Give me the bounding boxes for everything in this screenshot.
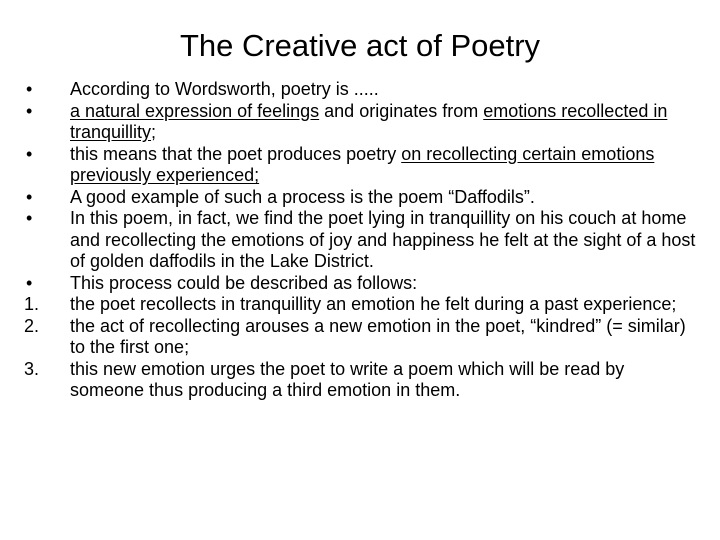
bullet-item [24,187,700,209]
underlined-phrase: emotions recollected in tranquillity [70,100,668,142]
bullet-text: A good example of such a process is the poem “Daffodils”. [70,186,535,207]
numbered-text: this new emotion urges the poet to write a poem which will be read by someone thus producing a third emotion in them. [70,358,625,400]
bullet-item [24,273,700,295]
bullet-text: This process could be described as follows: [70,272,418,293]
bullet-marker: • [26,100,33,121]
number-marker: 3. [24,358,40,379]
number-marker: 2. [24,315,40,336]
number-marker: 1. [24,294,40,314]
bullet-marker: • [26,186,33,207]
numbered-item [24,316,700,359]
underlined-phrase: a natural expression of feelings [70,100,320,121]
numbered-text: the poet recollects in tranquillity an emotion he felt during a past experience; [70,294,677,314]
bullet-marker: • [26,208,33,228]
bullet-marker: • [26,143,33,164]
numbered-item [24,294,700,316]
underlined-phrase: on recollecting certain emotions previously experienced; [70,143,655,185]
bullet-item [24,79,700,101]
bullet-text: a natural expression of feelings and originates from emotions recollected in tranquillity; [70,100,668,142]
bullet-text: this means that the poet produces poetry on recollecting certain emotions previously experienced; [70,143,655,185]
bullet-item [24,144,700,187]
bullet-marker: • [26,272,33,293]
bullet-marker: • [26,79,33,99]
bullet-text: In this poem, in fact, we find the poet lying in tranquillity on his couch at home and recollecting the emotions of joy and happiness he felt at the sight of a host of golden daffodils in the Lake District. [70,208,696,271]
bullet-item [24,208,700,273]
slide-title: The Creative act of Poetry [179,28,541,63]
bullet-item [24,101,700,144]
slide-body [24,79,700,402]
bullet-text: According to Wordsworth, poetry is ..... [70,79,379,99]
numbered-text: the act of recollecting arouses a new emotion in the poet, “kindred” (= similar) to the first one; [70,315,686,357]
numbered-item [24,359,700,402]
